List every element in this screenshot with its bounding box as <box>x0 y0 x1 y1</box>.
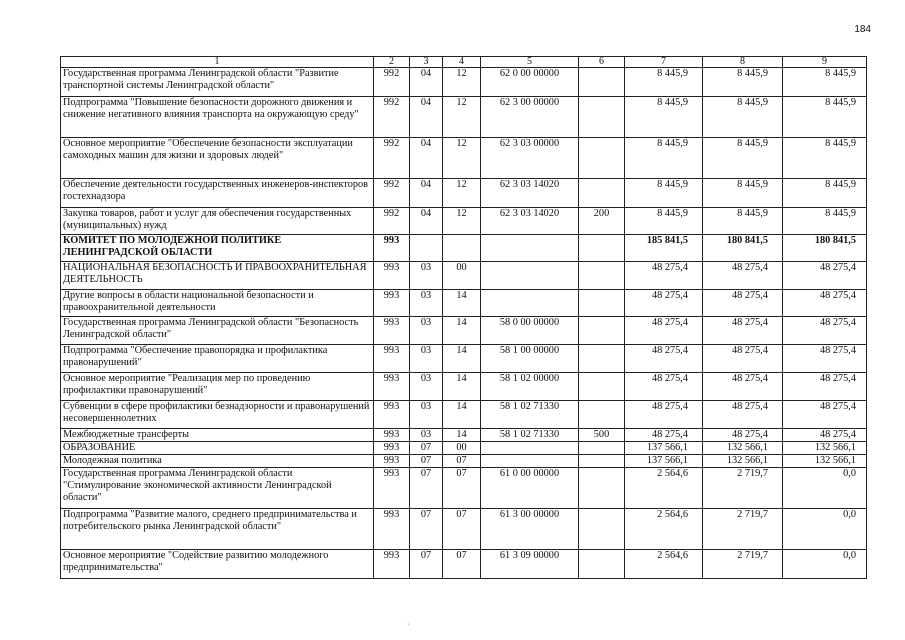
cell-c4: 00 <box>443 442 481 455</box>
cell-c4: 00 <box>443 262 481 290</box>
cell-c2: 992 <box>374 68 410 97</box>
cell-c4: 12 <box>443 68 481 97</box>
cell-c4 <box>443 235 481 262</box>
table-row <box>61 68 867 97</box>
cell-name: Молодежная политика <box>61 455 374 468</box>
cell-c8: 180 841,5 <box>703 235 783 262</box>
cell-c4: 07 <box>443 455 481 468</box>
cell-name: Государственная программа Ленинградской области "Развитие транспортной системы Ленинградской области" <box>61 68 374 97</box>
page-number: 184 <box>854 24 871 35</box>
cell-name: Межбюджетные трансферты <box>61 429 374 442</box>
cell-c3: 04 <box>410 208 443 235</box>
cell-c2: 993 <box>374 401 410 429</box>
cell-c2: 993 <box>374 509 410 550</box>
cell-c3: 03 <box>410 429 443 442</box>
cell-c7: 48 275,4 <box>625 317 703 345</box>
cell-c4: 07 <box>443 550 481 579</box>
cell-c3: 03 <box>410 373 443 401</box>
cell-c6 <box>579 401 625 429</box>
cell-c2: 993 <box>374 262 410 290</box>
cell-c3: 07 <box>410 509 443 550</box>
cell-c6: 200 <box>579 208 625 235</box>
table-row <box>61 345 867 373</box>
cell-c6 <box>579 317 625 345</box>
cell-c4: 07 <box>443 509 481 550</box>
cell-c3: 04 <box>410 138 443 179</box>
cell-c6 <box>579 468 625 509</box>
cell-c5 <box>481 290 579 317</box>
cell-c9: 0,0 <box>783 509 867 550</box>
cell-c9: 48 275,4 <box>783 290 867 317</box>
cell-c5 <box>481 235 579 262</box>
cell-c3: 04 <box>410 179 443 208</box>
cell-c6 <box>579 345 625 373</box>
cell-c6 <box>579 509 625 550</box>
cell-c3: 07 <box>410 550 443 579</box>
cell-c2: 992 <box>374 179 410 208</box>
table-row <box>61 401 867 429</box>
cell-c4: 12 <box>443 138 481 179</box>
cell-name: НАЦИОНАЛЬНАЯ БЕЗОПАСНОСТЬ И ПРАВООХРАНИТЕЛЬНАЯ ДЕЯТЕЛЬНОСТЬ <box>61 262 374 290</box>
cell-c6 <box>579 550 625 579</box>
cell-c8: 2 719,7 <box>703 509 783 550</box>
cell-name: Закупка товаров, работ и услуг для обеспечения государственных (муниципальных) нужд <box>61 208 374 235</box>
cell-c6 <box>579 262 625 290</box>
cell-c7: 185 841,5 <box>625 235 703 262</box>
cell-c5: 58 1 02 71330 <box>481 429 579 442</box>
cell-name: ОБРАЗОВАНИЕ <box>61 442 374 455</box>
cell-c5: 58 1 00 00000 <box>481 345 579 373</box>
cell-c8: 132 566,1 <box>703 455 783 468</box>
cell-c5: 62 3 00 00000 <box>481 97 579 138</box>
cell-c7: 137 566,1 <box>625 455 703 468</box>
cell-c6 <box>579 138 625 179</box>
cell-c6 <box>579 68 625 97</box>
table-body <box>61 57 867 579</box>
cell-c5: 58 0 00 00000 <box>481 317 579 345</box>
cell-name: КОМИТЕТ ПО МОЛОДЕЖНОЙ ПОЛИТИКЕ ЛЕНИНГРАДСКОЙ ОБЛАСТИ <box>61 235 374 262</box>
cell-c9: 0,0 <box>783 468 867 509</box>
cell-name: Подпрограмма "Развитие малого, среднего предпринимательства и потребительского рынка Ленинградской области" <box>61 509 374 550</box>
cell-c3: 03 <box>410 345 443 373</box>
cell-c5: 62 3 03 00000 <box>481 138 579 179</box>
cell-c4: 12 <box>443 179 481 208</box>
header-cell: 7 <box>625 57 703 68</box>
cell-c3: 07 <box>410 442 443 455</box>
cell-c2: 993 <box>374 235 410 262</box>
cell-c8: 8 445,9 <box>703 208 783 235</box>
table-row <box>61 262 867 290</box>
cell-c2: 992 <box>374 97 410 138</box>
table-row <box>61 235 867 262</box>
table-row <box>61 442 867 455</box>
cell-c9: 8 445,9 <box>783 138 867 179</box>
cell-c8: 8 445,9 <box>703 138 783 179</box>
table-row <box>61 550 867 579</box>
cell-c8: 48 275,4 <box>703 401 783 429</box>
cell-c3: 04 <box>410 68 443 97</box>
cell-c9: 132 566,1 <box>783 455 867 468</box>
cell-c2: 992 <box>374 208 410 235</box>
cell-c3: 04 <box>410 97 443 138</box>
cell-c9: 48 275,4 <box>783 373 867 401</box>
cell-c9: 48 275,4 <box>783 317 867 345</box>
cell-name: Подпрограмма "Обеспечение правопорядка и профилактика правонарушений" <box>61 345 374 373</box>
cell-c7: 8 445,9 <box>625 97 703 138</box>
cell-c9: 0,0 <box>783 550 867 579</box>
cell-c5: 61 3 09 00000 <box>481 550 579 579</box>
table-row <box>61 429 867 442</box>
cell-c4: 14 <box>443 290 481 317</box>
cell-c2: 993 <box>374 468 410 509</box>
cell-c4: 14 <box>443 373 481 401</box>
budget-table <box>60 56 867 579</box>
cell-c8: 8 445,9 <box>703 179 783 208</box>
cell-c9: 8 445,9 <box>783 68 867 97</box>
cell-c7: 48 275,4 <box>625 262 703 290</box>
cell-c7: 48 275,4 <box>625 429 703 442</box>
cell-c7: 2 564,6 <box>625 509 703 550</box>
cell-c4: 12 <box>443 208 481 235</box>
table-row <box>61 468 867 509</box>
cell-c9: 8 445,9 <box>783 179 867 208</box>
cell-c8: 2 719,7 <box>703 468 783 509</box>
cell-c3: 07 <box>410 468 443 509</box>
cell-c6 <box>579 290 625 317</box>
cell-c3: 03 <box>410 290 443 317</box>
table-row <box>61 290 867 317</box>
cell-c2: 992 <box>374 138 410 179</box>
cell-c8: 48 275,4 <box>703 345 783 373</box>
cell-name: Государственная программа Ленинградской области "Безопасность Ленинградской области" <box>61 317 374 345</box>
header-cell: 1 <box>61 57 374 68</box>
cell-c6 <box>579 455 625 468</box>
cell-c9: 132 566,1 <box>783 442 867 455</box>
cell-c5: 62 3 03 14020 <box>481 208 579 235</box>
scan-mark: ` <box>407 622 410 632</box>
header-cell: 8 <box>703 57 783 68</box>
table-header-row <box>61 57 867 68</box>
cell-c8: 48 275,4 <box>703 429 783 442</box>
cell-c3: 07 <box>410 455 443 468</box>
cell-c7: 2 564,6 <box>625 550 703 579</box>
cell-c7: 8 445,9 <box>625 138 703 179</box>
cell-c4: 14 <box>443 345 481 373</box>
cell-c5: 62 3 03 14020 <box>481 179 579 208</box>
cell-c3 <box>410 235 443 262</box>
cell-c5: 61 0 00 00000 <box>481 468 579 509</box>
header-cell: 9 <box>783 57 867 68</box>
cell-c5: 61 3 00 00000 <box>481 509 579 550</box>
cell-c6 <box>579 97 625 138</box>
cell-c5 <box>481 442 579 455</box>
cell-c8: 8 445,9 <box>703 68 783 97</box>
header-cell: 4 <box>443 57 481 68</box>
cell-c7: 8 445,9 <box>625 179 703 208</box>
cell-c8: 48 275,4 <box>703 262 783 290</box>
cell-c5: 58 1 02 71330 <box>481 401 579 429</box>
header-cell: 3 <box>410 57 443 68</box>
cell-c9: 48 275,4 <box>783 429 867 442</box>
cell-c7: 48 275,4 <box>625 373 703 401</box>
cell-c4: 14 <box>443 401 481 429</box>
cell-c6 <box>579 179 625 208</box>
cell-c5: 62 0 00 00000 <box>481 68 579 97</box>
cell-c7: 8 445,9 <box>625 208 703 235</box>
cell-name: Основное мероприятие "Реализация мер по проведению профилактики правонарушений" <box>61 373 374 401</box>
header-cell: 6 <box>579 57 625 68</box>
cell-c4: 12 <box>443 97 481 138</box>
cell-c5 <box>481 455 579 468</box>
cell-c2: 993 <box>374 317 410 345</box>
cell-c2: 993 <box>374 290 410 317</box>
cell-c4: 14 <box>443 317 481 345</box>
cell-c6 <box>579 442 625 455</box>
cell-c4: 07 <box>443 468 481 509</box>
cell-c9: 8 445,9 <box>783 97 867 138</box>
table-row <box>61 179 867 208</box>
cell-name: Подпрограмма "Повышение безопасности дорожного движения и снижение негативного влияния транспорта на окружающую среду" <box>61 97 374 138</box>
cell-c4: 14 <box>443 429 481 442</box>
cell-c6: 500 <box>579 429 625 442</box>
cell-c9: 48 275,4 <box>783 262 867 290</box>
cell-name: Основное мероприятие "Содействие развитию молодежного предпринимательства" <box>61 550 374 579</box>
cell-c3: 03 <box>410 262 443 290</box>
cell-c5 <box>481 262 579 290</box>
cell-c8: 48 275,4 <box>703 317 783 345</box>
cell-c7: 48 275,4 <box>625 401 703 429</box>
cell-c2: 993 <box>374 550 410 579</box>
cell-c3: 03 <box>410 317 443 345</box>
table-row <box>61 509 867 550</box>
cell-c8: 8 445,9 <box>703 97 783 138</box>
cell-c7: 8 445,9 <box>625 68 703 97</box>
cell-c9: 180 841,5 <box>783 235 867 262</box>
table-row <box>61 317 867 345</box>
cell-c8: 132 566,1 <box>703 442 783 455</box>
cell-name: Основное мероприятие "Обеспечение безопасности эксплуатации самоходных машин для жизни и здоровых людей" <box>61 138 374 179</box>
cell-c9: 48 275,4 <box>783 345 867 373</box>
table-row <box>61 97 867 138</box>
cell-c9: 8 445,9 <box>783 208 867 235</box>
cell-c8: 2 719,7 <box>703 550 783 579</box>
cell-c7: 137 566,1 <box>625 442 703 455</box>
table-row <box>61 455 867 468</box>
cell-c5: 58 1 02 00000 <box>481 373 579 401</box>
header-cell: 2 <box>374 57 410 68</box>
cell-c2: 993 <box>374 442 410 455</box>
cell-name: Государственная программа Ленинградской области "Стимулирование экономической активности Ленинградской области" <box>61 468 374 509</box>
cell-c2: 993 <box>374 345 410 373</box>
cell-c8: 48 275,4 <box>703 373 783 401</box>
cell-c7: 48 275,4 <box>625 290 703 317</box>
cell-c8: 48 275,4 <box>703 290 783 317</box>
cell-c7: 48 275,4 <box>625 345 703 373</box>
cell-c2: 993 <box>374 373 410 401</box>
cell-c6 <box>579 373 625 401</box>
cell-name: Другие вопросы в области национальной безопасности и правоохранительной деятельности <box>61 290 374 317</box>
table-row <box>61 373 867 401</box>
table-row <box>61 138 867 179</box>
cell-c2: 993 <box>374 429 410 442</box>
cell-name: Субвенции в сфере профилактики безнадзорности и правонарушений несовершеннолетних <box>61 401 374 429</box>
cell-name: Обеспечение деятельности государственных инженеров-инспекторов гостехнадзора <box>61 179 374 208</box>
cell-c6 <box>579 235 625 262</box>
cell-c3: 03 <box>410 401 443 429</box>
cell-c2: 993 <box>374 455 410 468</box>
header-cell: 5 <box>481 57 579 68</box>
table-row <box>61 208 867 235</box>
cell-c9: 48 275,4 <box>783 401 867 429</box>
cell-c7: 2 564,6 <box>625 468 703 509</box>
